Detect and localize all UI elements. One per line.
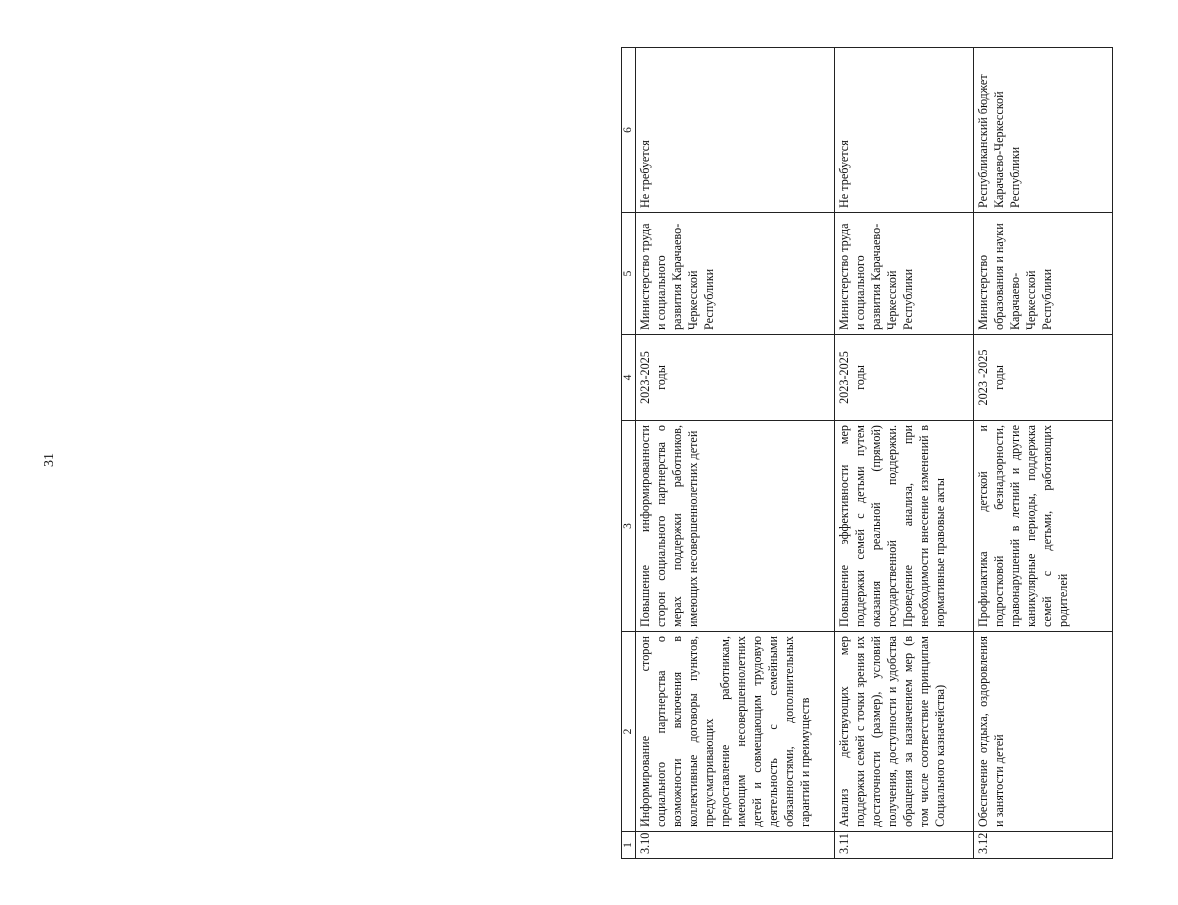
measure-cell: Анализ действующих мер поддержки семей с точки зрения их достаточности (размер), условий получения, доступности и удобства обращения за назначением мер (в том числе соответствие принципам Социального казначейства) bbox=[835, 632, 974, 832]
term-cell: 2023-2025 годы bbox=[835, 335, 974, 421]
measure-cell: Обеспечение отдыха, оздоровления и занятости детей bbox=[974, 632, 1113, 832]
table-header-row bbox=[622, 48, 636, 859]
table-row bbox=[974, 48, 1113, 859]
result-cell: Профилактика детской и подростковой безнадзорности, правонарушений в летний и другие каникулярные периоды, поддержка семей с детьми, работающих родителей bbox=[974, 421, 1113, 632]
column-header: 1 bbox=[622, 832, 636, 859]
page-number: 31 bbox=[42, 453, 57, 467]
table-row bbox=[835, 48, 974, 859]
column-header: 6 bbox=[622, 48, 636, 213]
result-cell: Повышение информированности сторон социального партнерства о мерах поддержки работников, имеющих несовершеннолетних детей bbox=[636, 421, 835, 632]
row-number: 3.10 bbox=[636, 832, 835, 859]
row-number: 3.12 bbox=[974, 832, 1113, 859]
funding-cell: Республиканский бюджет Карачаево-Черкесской Республики bbox=[974, 48, 1113, 213]
column-header: 2 bbox=[622, 632, 636, 832]
table-row bbox=[636, 48, 835, 859]
measure-cell: Информирование сторон социального партнерства о возможности включения в коллективные договоры пунктов, предусматривающих предоставление работникам, имеющим несовершеннолетних детей и совмещающим трудовую деятельность с семейными обязанностями, дополнительных гарантий и преимуществ bbox=[636, 632, 835, 832]
column-header: 4 bbox=[622, 335, 636, 421]
term-cell: 2023 -2025 годы bbox=[974, 335, 1113, 421]
executor-cell: Министерство образования и науки Карачаево-Черкесской Республики bbox=[974, 213, 1113, 335]
column-header: 5 bbox=[622, 213, 636, 335]
executor-cell: Министерство труда и социального развития Карачаево-Черкесской Республики bbox=[636, 213, 835, 335]
funding-cell: Не требуется bbox=[835, 48, 974, 213]
executor-cell: Министерство труда и социального развития Карачаево-Черкесской Республики bbox=[835, 213, 974, 335]
measures-table bbox=[621, 47, 1113, 859]
funding-cell: Не требуется bbox=[636, 48, 835, 213]
column-header: 3 bbox=[622, 421, 636, 632]
term-cell: 2023-2025 годы bbox=[636, 335, 835, 421]
row-number: 3.11 bbox=[835, 832, 974, 859]
rotated-page-content bbox=[621, 48, 1178, 859]
result-cell: Повышение эффективности мер поддержки семей с детьми путем оказания реальной (прямой) государственной поддержки. Проведение анализа, при необходимости внесение изменений в нормативные правовые акты bbox=[835, 421, 974, 632]
